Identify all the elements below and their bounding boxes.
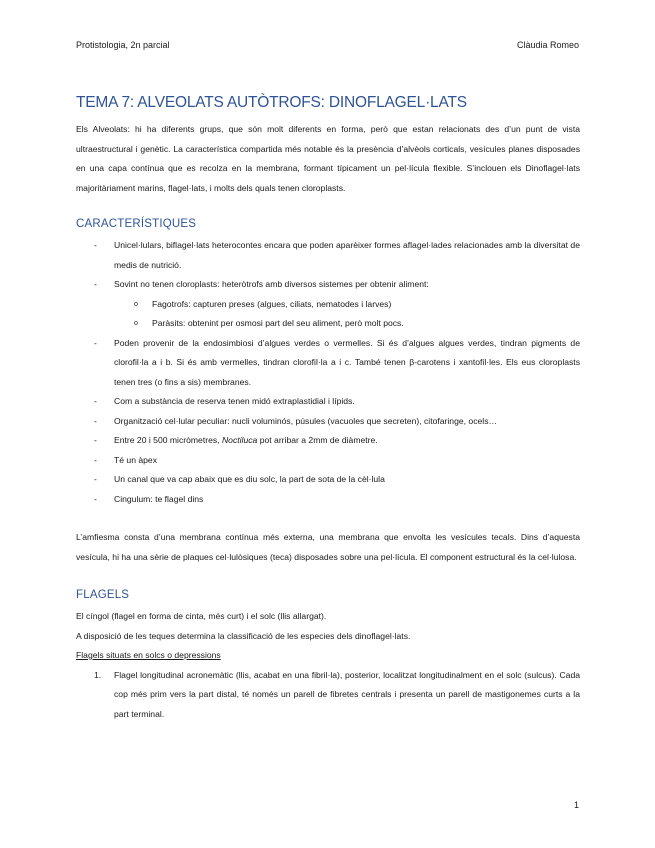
list-item	[76, 275, 580, 295]
sublist-item-text: Fagotrofs: capturen preses (algues, ciliats, nematodes i larves)	[152, 298, 392, 309]
characteristics-list-cont	[76, 334, 580, 510]
list-item	[76, 470, 580, 490]
bullet-marker: -	[94, 337, 97, 348]
page-title: TEMA 7: ALVEOLATS AUTÒTROFS: DINOFLAGEL·LATS	[76, 94, 467, 111]
bullet-marker: -	[94, 435, 97, 445]
list-item-text: Un canal que va cap abaix que es diu solc, la part de sota de la cèl·lula	[114, 474, 385, 484]
section-heading-caracteristiques: CARACTERÍSTIQUES	[76, 218, 197, 230]
sublist-item	[76, 314, 580, 334]
sublist-item	[76, 295, 580, 315]
flagels-subheading: Flagels situats en solcs o depressions	[76, 650, 221, 660]
header-course: Protistologia, 2n parcial	[76, 40, 170, 50]
list-item	[76, 334, 580, 393]
list-item-text: Com a substància de reserva tenen midó extraplastidial i lípids.	[114, 396, 355, 406]
list-item	[76, 236, 580, 275]
sublist-item-text: Paràsits: obtenint per osmosi part del seu aliment, però molt pocs.	[152, 318, 404, 328]
list-item-text: Poden provenir de la endosimbiosi d’algues verdes o vermelles. Si és d’algues algues verdes, tindran pigments de clorofil·la a i b. Si és amb vermelles, tindran clorofil·la a i c. També tenen β-carotens i xantofil·les. Els eus cloroplasts tenen tres (o fins a sis) membranes.	[114, 337, 580, 387]
bullet-marker: -	[94, 493, 97, 504]
flagels-paragraph-1: El cíngol (flagel en forma de cinta, més curt) i el solc (llis allargat).	[76, 611, 327, 621]
list-item	[76, 431, 580, 451]
list-item-text-rest: pot arribar a 2mm de diàmetre.	[257, 435, 378, 445]
nutrition-sublist	[76, 295, 580, 334]
numbered-item-text: Flagel longitudinal acronemàtic (llis, acabat en una fibril·la), posterior, localitzat longitudinalment en el solc (sulcus). Cada cop més prim vers la part distal, té només un parell de fibretes centrals i presenta un parell de mastigonemes curts a la part terminal.	[114, 669, 580, 719]
species-name-italic: Noctiluca	[221, 435, 258, 445]
list-item	[76, 451, 580, 471]
list-item	[76, 392, 580, 412]
bullet-marker: -	[94, 474, 97, 484]
list-item-text: Unicel·lulars, biflagel·lats heterocontes encara que poden aparèixer formes aflagel·lades relacionades amb la diversitat de medis de nutrició.	[114, 240, 580, 270]
list-item-text: Cingulum: te flagel dins	[114, 493, 204, 504]
item-number: 1.	[94, 669, 102, 680]
bullet-marker: -	[94, 240, 97, 250]
list-item	[76, 490, 580, 510]
page-content	[76, 94, 580, 724]
list-item-text: Entre 20 i 500 micròmetres,	[114, 435, 222, 445]
header-author: Clàudia Romeo	[516, 40, 579, 50]
bullet-marker: -	[94, 396, 97, 406]
numbered-item	[76, 666, 580, 725]
bullet-marker: -	[94, 279, 97, 289]
amfiesma-paragraph: L’amfiesma consta d’una membrana contínua més externa, una membrana que envolta les vesícules tecals. Dins d’aquesta vesícula, hi ha una sèrie de plaques cel·lulòsiques (teca) disposades sobre una pel·lícula. El component estructural és la cel·lulosa.	[76, 532, 580, 562]
list-item	[76, 412, 580, 432]
intro-paragraph: Els Alveolats: hi ha diferents grups, que són molt diferents en forma, però que estan relacionats des d’un punt de vista ultraestructural i genètic. La característica compartida més notable és la presència d’alvèols corticals, vesícules planes disposades en una capa contínua que es recolza en la membrana, formant típicament un pel·lícula flexible. S’inclouen els Dinoflagel·lats majoritàriament marins, flagel·lats, i molts dels quals tenen cloroplasts.	[76, 124, 580, 193]
list-item-text: Organització cel·lular peculiar: nucli voluminós, púsules (vacuoles que secreten), citofaringe, ocels…	[114, 415, 498, 426]
list-item-text: Té un àpex	[114, 454, 157, 465]
bullet-marker: -	[94, 454, 97, 465]
page-number: 1	[573, 800, 579, 810]
sub-bullet-marker: o	[134, 320, 138, 327]
characteristics-list	[76, 236, 580, 295]
flagels-paragraph-2: A disposició de les teques determina la classificació de les especies dels dinoflagel·lats.	[76, 630, 411, 641]
bullet-marker: -	[94, 415, 97, 426]
flagels-numbered-list	[76, 666, 580, 725]
section-heading-flagels: FLAGELS	[76, 589, 130, 601]
list-item-text: Sovint no tenen cloroplasts: heteròtrofs amb diversos sistemes per obtenir aliment:	[114, 279, 429, 289]
sub-bullet-marker: o	[134, 300, 138, 308]
